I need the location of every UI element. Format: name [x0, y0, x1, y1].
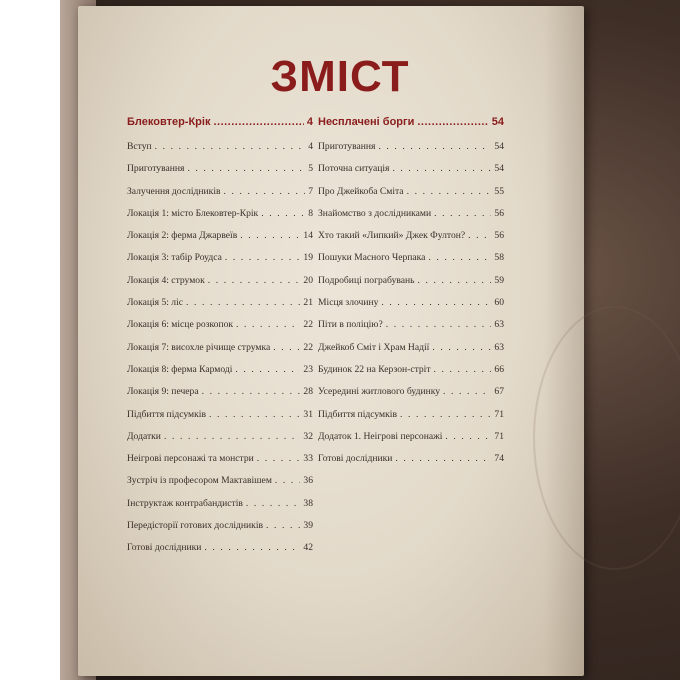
dot-leader [468, 230, 491, 242]
toc-entry[interactable] [318, 163, 504, 185]
dot-leader [257, 453, 301, 465]
dot-leader [378, 141, 491, 153]
toc-entry[interactable] [318, 186, 504, 208]
dot-leader [236, 319, 300, 331]
dot-leader [392, 163, 491, 175]
toc-entry[interactable] [318, 230, 504, 252]
toc-entry-page-number: 74 [494, 453, 504, 465]
toc-entry[interactable] [127, 319, 313, 341]
toc-entry-page-number: 67 [494, 386, 504, 398]
toc-entry[interactable] [127, 542, 313, 564]
dot-leader [381, 297, 491, 309]
toc-column-left [127, 116, 313, 565]
toc-entry-page-number: 63 [494, 341, 504, 353]
dot-leader [235, 364, 300, 376]
toc-entry[interactable] [127, 520, 313, 542]
toc-entry[interactable] [127, 409, 313, 431]
dot-leader [246, 498, 301, 510]
toc-entry-page-number: 66 [494, 363, 504, 375]
toc-entry[interactable] [318, 364, 504, 386]
dot-leader [275, 475, 301, 487]
toc-entry-title: Подробиці пограбувань [318, 274, 415, 286]
toc-entry-title: Локація 9: печера [127, 386, 199, 398]
dot-leader [273, 342, 300, 354]
page-title: ЗМІСТ [270, 52, 410, 101]
toc-entry-title: Приготування [318, 141, 376, 152]
toc-entry-title: Додатки [127, 430, 161, 442]
dot-leader [208, 275, 301, 287]
toc-entry[interactable] [127, 275, 313, 297]
toc-entry-page-number: 60 [494, 297, 504, 309]
dot-leader [434, 208, 491, 220]
toc-entry-page-number: 4 [308, 141, 313, 152]
toc-entry-page-number: 63 [494, 319, 504, 331]
toc-entry-title: Локація 7: висохле річище струмка [127, 341, 271, 353]
toc-entry[interactable] [127, 342, 313, 364]
toc-entry-title: Пошуки Масного Черпака [318, 252, 426, 264]
toc-entry-title: Місця злочину [318, 297, 379, 309]
toc-list [127, 141, 313, 565]
toc-entry[interactable] [318, 141, 504, 163]
toc-entry[interactable] [127, 141, 313, 163]
dot-leader [225, 252, 301, 264]
toc-entry-title: Локація 4: струмок [127, 274, 205, 286]
dot-leader [395, 453, 491, 465]
dot-leader [164, 431, 300, 443]
dot-leader [407, 186, 492, 198]
toc-entry-title: Локація 5: ліс [127, 297, 184, 309]
dot-leader [209, 409, 300, 421]
toc-entry[interactable] [127, 475, 313, 497]
toc-entry[interactable] [318, 453, 504, 475]
toc-entry-page-number: 56 [494, 230, 504, 242]
toc-entry-page-number: 33 [303, 453, 313, 465]
toc-entry[interactable] [318, 319, 504, 341]
toc-entry-title: Джейкоб Сміт і Храм Надії [318, 341, 430, 353]
toc-entry-title: Додаток 1. Неігрові персонажі [318, 430, 443, 442]
toc-entry-page-number: 55 [494, 185, 504, 197]
dot-leader [155, 141, 306, 153]
toc-entry-page-number: 22 [303, 319, 313, 331]
toc-entry[interactable] [318, 342, 504, 364]
toc-entry-title: Знайомство з дослідниками [318, 207, 432, 219]
toc-entry[interactable] [127, 252, 313, 274]
toc-entry[interactable] [127, 431, 313, 453]
toc-entry[interactable] [318, 297, 504, 319]
dot-leader [386, 319, 492, 331]
section-title: Несплачені борги [318, 116, 415, 128]
toc-entry-page-number: 28 [303, 386, 313, 398]
toc-list [318, 141, 504, 475]
toc-entry-title: Інструктаж контрабандистів [127, 497, 243, 509]
toc-entry-page-number: 42 [303, 542, 313, 554]
dot-leader [417, 116, 488, 128]
toc-entry[interactable] [318, 208, 504, 230]
toc-entry-page-number: 71 [494, 408, 504, 420]
toc-entry-title: Підбиття підсумків [318, 408, 397, 420]
toc-entry-page-number: 8 [308, 207, 313, 219]
dot-leader [186, 297, 300, 309]
toc-entry-page-number: 39 [303, 520, 313, 532]
toc-entry-page-number: 38 [303, 497, 313, 509]
dot-leader [434, 364, 492, 376]
toc-entry-page-number: 21 [303, 297, 313, 309]
toc-entry[interactable] [127, 453, 313, 475]
toc-entry[interactable] [127, 498, 313, 520]
toc-entry-title: Неігрові персонажі та монстри [127, 453, 254, 465]
toc-entry-page-number: 31 [303, 408, 313, 420]
toc-entry-page-number: 23 [303, 363, 313, 375]
toc-entry[interactable] [127, 230, 313, 252]
dot-leader [224, 186, 306, 198]
toc-entry[interactable] [127, 163, 313, 185]
section-page-number: 54 [491, 116, 504, 128]
dot-leader [432, 342, 491, 354]
toc-section-header[interactable] [318, 116, 504, 132]
toc-entry[interactable] [318, 409, 504, 431]
toc-entry[interactable] [127, 186, 313, 208]
toc-entry[interactable] [318, 431, 504, 453]
section-page-number: 4 [306, 116, 313, 128]
toc-entry-page-number: 5 [308, 163, 313, 175]
toc-entry-title: Локація 2: ферма Джарвеїв [127, 230, 238, 242]
toc-entry-page-number: 54 [494, 163, 504, 175]
toc-entry-page-number: 54 [494, 141, 504, 152]
toc-entry-title: Локація 3: табір Роудса [127, 252, 222, 264]
toc-entry[interactable] [318, 275, 504, 297]
toc-entry[interactable] [127, 297, 313, 319]
toc-entry-page-number: 20 [303, 274, 313, 286]
toc-entry[interactable] [127, 364, 313, 386]
toc-entry-page-number: 32 [303, 430, 313, 442]
background-ornament [533, 306, 680, 570]
toc-entry-page-number: 36 [303, 475, 313, 487]
dot-leader [204, 542, 300, 554]
section-title: Блековтер-Крік [127, 116, 211, 128]
toc-entry-title: Локація 8: ферма Кармоді [127, 363, 233, 375]
toc-entry[interactable] [127, 208, 313, 230]
toc-section-header[interactable] [127, 116, 313, 132]
toc-entry-title: Передісторії готових дослідників [127, 520, 264, 532]
toc-entry[interactable] [318, 252, 504, 274]
dot-leader [400, 409, 491, 421]
toc-entry-title: Локація 6: місце розкопок [127, 319, 234, 331]
toc-entry-page-number: 71 [494, 430, 504, 442]
dot-leader [445, 431, 491, 443]
toc-entry-title: Приготування [127, 163, 185, 175]
toc-entry-page-number: 22 [303, 341, 313, 353]
toc-entry-title: Поточна ситуація [318, 163, 390, 175]
toc-entry-title: Піти в поліцію? [318, 319, 383, 331]
toc-entry-title: Про Джейкоба Сміта [318, 185, 404, 197]
toc-entry-title: Зустріч із професором Мактавішем [127, 475, 272, 487]
toc-entry[interactable] [127, 386, 313, 408]
toc-column-right [318, 116, 504, 475]
toc-entry-title: Залучення дослідників [127, 185, 221, 197]
dot-leader [187, 163, 305, 175]
toc-entry-title: Хто такий «Липкий» Джек Фултон? [318, 230, 466, 242]
dot-leader [202, 386, 301, 398]
toc-entry-title: Готові дослідники [127, 542, 202, 554]
toc-entry-page-number: 19 [303, 252, 313, 264]
toc-entry-title: Вступ [127, 141, 152, 152]
dot-leader [266, 520, 300, 532]
toc-entry-page-number: 59 [494, 274, 504, 286]
toc-entry-title: Локація 1: місто Блековтер-Крік [127, 207, 259, 219]
toc-entry-page-number: 7 [308, 185, 313, 197]
toc-entry-title: Підбиття підсумків [127, 408, 206, 420]
dot-leader [428, 252, 491, 264]
dot-leader [261, 208, 305, 220]
toc-entry-title: Готові дослідники [318, 453, 393, 465]
toc-entry-title: Будинок 22 на Керзон-стріт [318, 363, 431, 375]
toc-entry-title: Усередині житлового будинку [318, 386, 441, 398]
dot-leader [443, 386, 491, 398]
toc-entry-page-number: 14 [303, 230, 313, 242]
dot-leader [213, 116, 303, 128]
toc-entry-page-number: 56 [494, 207, 504, 219]
toc-entry-page-number: 58 [494, 252, 504, 264]
toc-entry[interactable] [318, 386, 504, 408]
dot-leader [240, 230, 300, 242]
dot-leader [418, 275, 492, 287]
